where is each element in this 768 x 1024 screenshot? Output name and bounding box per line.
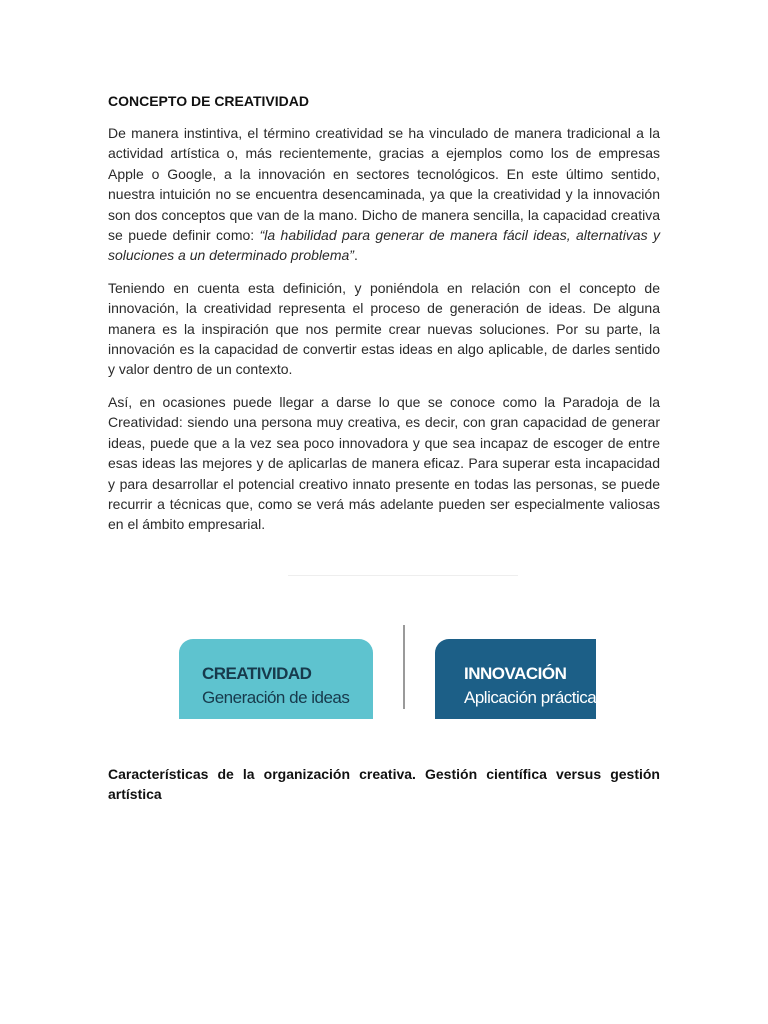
innovacion-box-title: INNOVACIÓN [464,663,567,683]
paragraph-definition-end: . [353,247,358,264]
paragraph-definition-text: De manera instintiva, el término creatividad se ha vinculado de manera tradicional a la actividad artística o, más recientemente, gracias a ejemplos como los de empresas Apple o Google, a la innovación en sectores tecnológicos. En este último sentido, nuestra intuición no se encuentra desencaminada, ya que la creatividad y la innovación son dos conceptos que van de la mano. Dicho de manera sencilla, la capacidad creativa se puede definir como: [108,125,660,244]
section-title: CONCEPTO DE CREATIVIDAD [108,93,309,109]
paragraph-paradox: Así, en ocasiones puede llegar a darse lo que se conoce como la Paradoja de la Creatividad: siendo una persona muy creativa, es decir, con gran capacidad de generar ideas, puede que a la vez sea poco innovadora y que sea incapaz de escoger de entre esas ideas las mejores y de aplicarlas de manera eficaz. Para superar esta incapacidad y para desarrollar el potencial creativo innato presente en todas las personas, se puede recurrir a técnicas que, como se verá más adelante pueden ser especialmente valiosas en el ámbito empresarial. [108,393,660,533]
figure-top-rule [288,575,518,576]
creatividad-box [179,639,373,719]
figure-divider [403,625,405,709]
creatividad-box-subtitle: Generación de ideas [202,687,350,707]
creativity-innovation-figure [108,575,596,725]
paragraph-innovation: Teniendo en cuenta esta definición, y poniéndola en relación con el concepto de innovación, la creatividad representa el proceso de generación de ideas. De alguna manera es la inspiración que nos permite crear nuevas soluciones. Por su parte, la innovación es la capacidad de convertir estas ideas en algo aplicable, de darles sentido y valor dentro de un contexto. [108,279,660,378]
definition-quote: “la habilidad para generar de manera fácil ideas, alternativas y soluciones a un determinado problema” [108,227,661,264]
paragraph-definition [108,123,660,266]
document-page [108,91,660,804]
innovacion-box [435,639,596,719]
creatividad-box-title: CREATIVIDAD [202,663,312,683]
innovacion-box-subtitle: Aplicación práctica [464,687,596,707]
section-subheading: Características de la organización creativa. Gestión científica versus gestión artística [108,765,660,802]
